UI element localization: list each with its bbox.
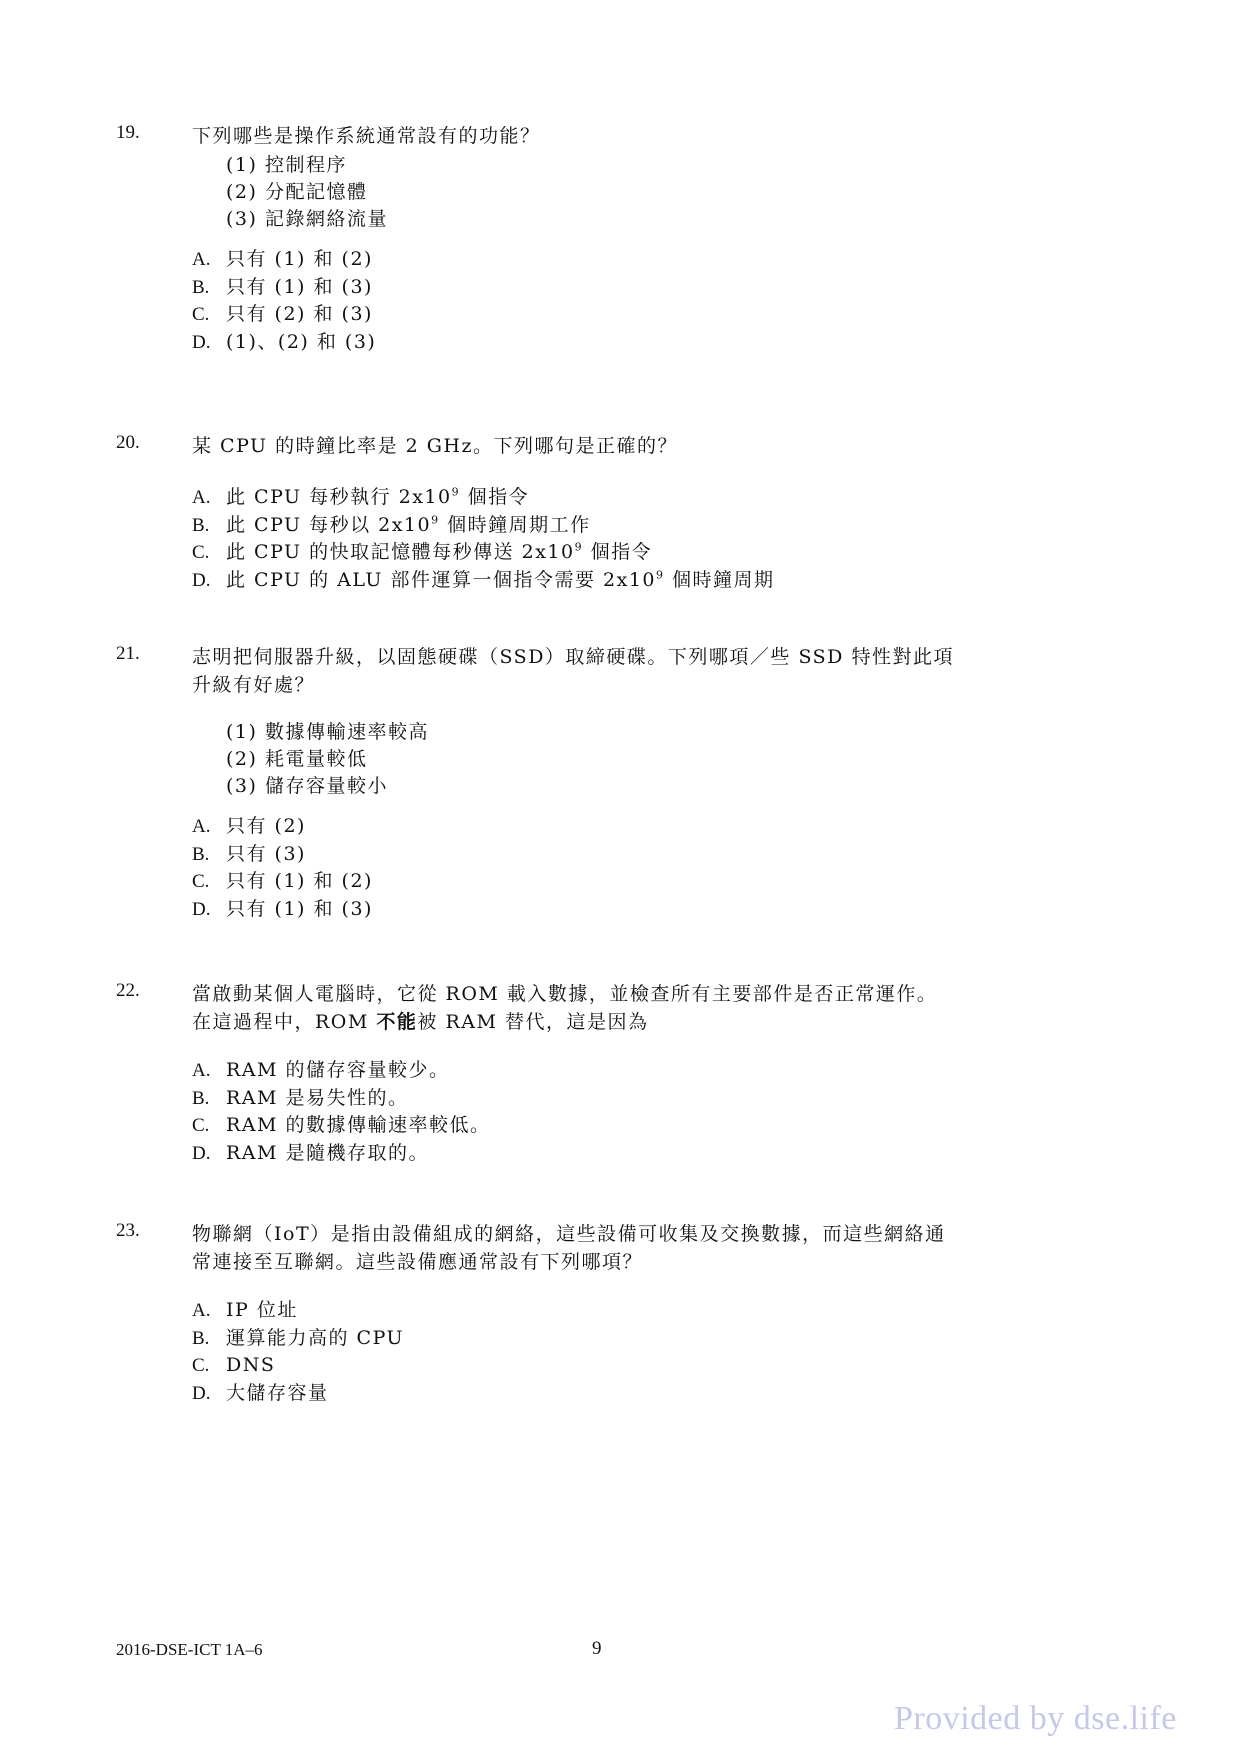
options-list — [192, 813, 373, 923]
options-list — [192, 484, 775, 594]
statement-list — [226, 152, 388, 233]
question-stem — [192, 122, 1092, 150]
question-number: 20. — [116, 432, 140, 453]
option-d: D. 只有 (1) 和 (3) — [192, 897, 373, 920]
stem-line: 升級有好處？ — [192, 674, 316, 696]
options-list — [192, 246, 376, 356]
emphasis-text: 不能 — [376, 1011, 418, 1033]
option-b: B. 只有 (1) 和 (3) — [192, 275, 373, 298]
paper-code: 2016-DSE-ICT 1A–6 — [116, 1640, 263, 1659]
question-number: 19. — [116, 122, 140, 143]
statement-item: (2) 分配記憶體 — [226, 181, 368, 203]
question-stem — [192, 980, 1092, 1036]
stem-line: 志明把伺服器升級，以固態硬碟（SSD）取締硬碟。下列哪項／些 SSD 特性對此項 — [192, 646, 954, 668]
question-number: 23. — [116, 1220, 140, 1241]
statement-item: (1) 數據傳輸速率較高 — [226, 721, 429, 743]
option-c: C. RAM 的數據傳輸速率較低。 — [192, 1114, 491, 1136]
option-d: D. 大儲存容量 — [192, 1381, 329, 1404]
statement-item: (3) 記錄網絡流量 — [226, 208, 388, 230]
stem-line: 某 CPU 的時鐘比率是 2 GHz。下列哪句是正確的？ — [192, 435, 679, 457]
question-stem — [192, 432, 1092, 460]
option-c: C. 只有 (1) 和 (2) — [192, 870, 373, 892]
stem-line: 在這過程中，ROM 不能被 RAM 替代，這是因為 — [192, 1011, 649, 1033]
question-stem — [192, 1220, 1092, 1276]
options-list — [192, 1297, 404, 1407]
statement-item: (1) 控制程序 — [226, 154, 347, 176]
option-d: D. RAM 是隨機存取的。 — [192, 1141, 430, 1164]
option-c: C. 只有 (2) 和 (3) — [192, 303, 373, 325]
statement-item: (2) 耗電量較低 — [226, 748, 368, 770]
stem-line: 下列哪些是操作系統通常設有的功能？ — [192, 125, 541, 147]
question-number: 22. — [116, 980, 140, 1001]
option-b: B. RAM 是易失性的。 — [192, 1086, 409, 1109]
option-c: C. DNS — [192, 1354, 276, 1376]
option-d: D. (1)、(2) 和 (3) — [192, 330, 377, 353]
watermark-link[interactable]: Provided by dse.life — [894, 1700, 1177, 1737]
stem-line: 物聯網（IoT）是指由設備組成的網絡，這些設備可收集及交換數據，而這些網絡通 — [192, 1223, 946, 1245]
option-c: C. 此 CPU 的快取記憶體每秒傳送 $2x10^9$ 個指令 — [192, 540, 653, 563]
stem-line: 常連接至互聯網。這些設備應通常設有下列哪項？ — [192, 1251, 644, 1273]
option-b: B. 只有 (3) — [192, 842, 306, 865]
option-a: A. 只有 (2) — [192, 815, 306, 837]
question-number: 21. — [116, 643, 140, 664]
page-number: 9 — [592, 1638, 602, 1659]
statement-item: (3) 儲存容量較小 — [226, 775, 388, 797]
option-d: D. 此 CPU 的 ALU 部件運算一個指令需要 $2x10^9$ 個時鐘周期 — [192, 568, 775, 591]
options-list — [192, 1057, 491, 1167]
option-b: B. 運算能力高的 CPU — [192, 1326, 405, 1349]
option-a: A. RAM 的儲存容量較少。 — [192, 1059, 450, 1081]
stem-line: 當啟動某個人電腦時，它從 ROM 載入數據，並檢查所有主要部件是否正常運作。 — [192, 983, 938, 1005]
option-a: A. IP 位址 — [192, 1299, 298, 1321]
option-a: A. 只有 (1) 和 (2) — [192, 248, 373, 270]
statement-list — [226, 719, 429, 800]
option-a: A. 此 CPU 每秒執行 $2x10^9$ 個指令 — [192, 485, 530, 508]
question-stem — [192, 643, 1092, 699]
option-b: B. 此 CPU 每秒以 $2x10^9$ 個時鐘周期工作 — [192, 513, 591, 536]
